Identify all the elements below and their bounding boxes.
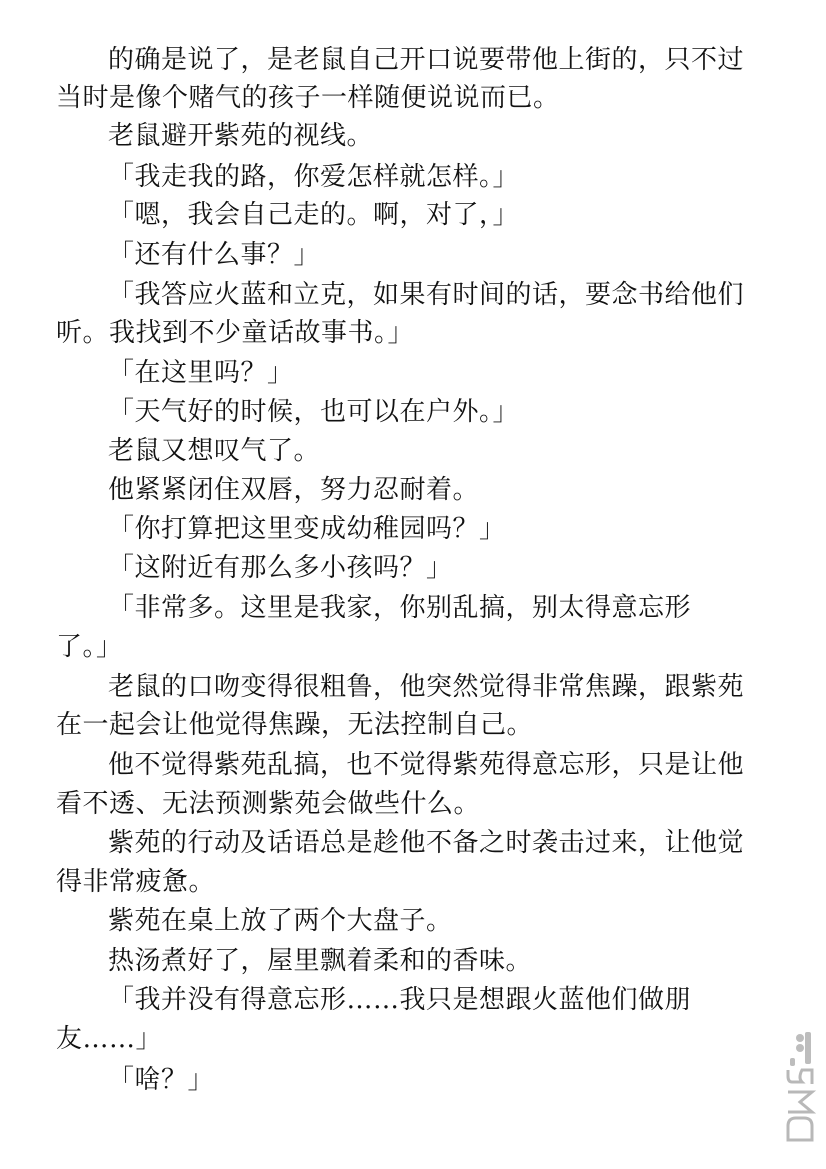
text-line: 他紧紧闭住双唇，努力忍耐着。: [108, 475, 480, 505]
text-line: 「非常多。这里是我家，你别乱搞，别太得意忘形: [108, 593, 692, 623]
text-line: 「啥？」: [108, 1065, 215, 1095]
text-line: 看不透、无法预测紫苑会做些什么。: [56, 789, 481, 819]
text-line: 「这附近有那么多小孩吗？」: [108, 553, 453, 583]
text-line: 他不觉得紫苑乱搞，也不觉得紫苑得意忘形，只是让他: [108, 750, 745, 780]
text-line: 「还有什么事？」: [108, 240, 321, 270]
text-line: 「我答应火蓝和立克，如果有时间的话，要念书给他们: [108, 280, 745, 310]
text-line: 当时是像个赌气的孩子一样随便说说而已。: [56, 83, 560, 113]
dm5-watermark-logo: [782, 1028, 818, 1143]
text-line: 热汤煮好了，屋里飘着柔和的香味。: [108, 946, 533, 976]
text-line: 了。」: [56, 632, 123, 662]
text-line: 紫苑的行动及话语总是趁他不备之时袭击过来，让他觉: [108, 828, 745, 858]
text-line: 的确是说了，是老鼠自己开口说要带他上街的，只不过: [108, 45, 745, 75]
text-line: 老鼠避开紫苑的视线。: [108, 121, 374, 151]
text-line: 「嗯，我会自己走的。啊，对了，」: [108, 200, 520, 230]
text-line: 「我走我的路，你爱怎样就怎样。」: [108, 162, 520, 192]
text-line: 紫苑在桌上放了两个大盘子。: [108, 906, 453, 936]
text-line: 「你打算把这里变成幼稚园吗？」: [108, 514, 506, 544]
text-line: 老鼠的口吻变得很粗鲁，他突然觉得非常焦躁，跟紫苑: [108, 672, 745, 702]
text-line: 友……」: [56, 1024, 163, 1054]
text-line: 在一起会让他觉得焦躁，无法控制自己。: [56, 710, 534, 740]
text-line: 老鼠又想叹气了。: [108, 436, 321, 466]
text-line: 「天气好的时候，也可以在户外。」: [108, 397, 520, 427]
text-line: 得非常疲惫。: [56, 867, 216, 897]
text-line: 「在这里吗？」: [108, 358, 294, 388]
text-line: 听。我找到不少童话故事书。」: [56, 318, 415, 348]
text-line: 「我并没有得意忘形……我只是想跟火蓝他们做朋: [108, 985, 692, 1015]
